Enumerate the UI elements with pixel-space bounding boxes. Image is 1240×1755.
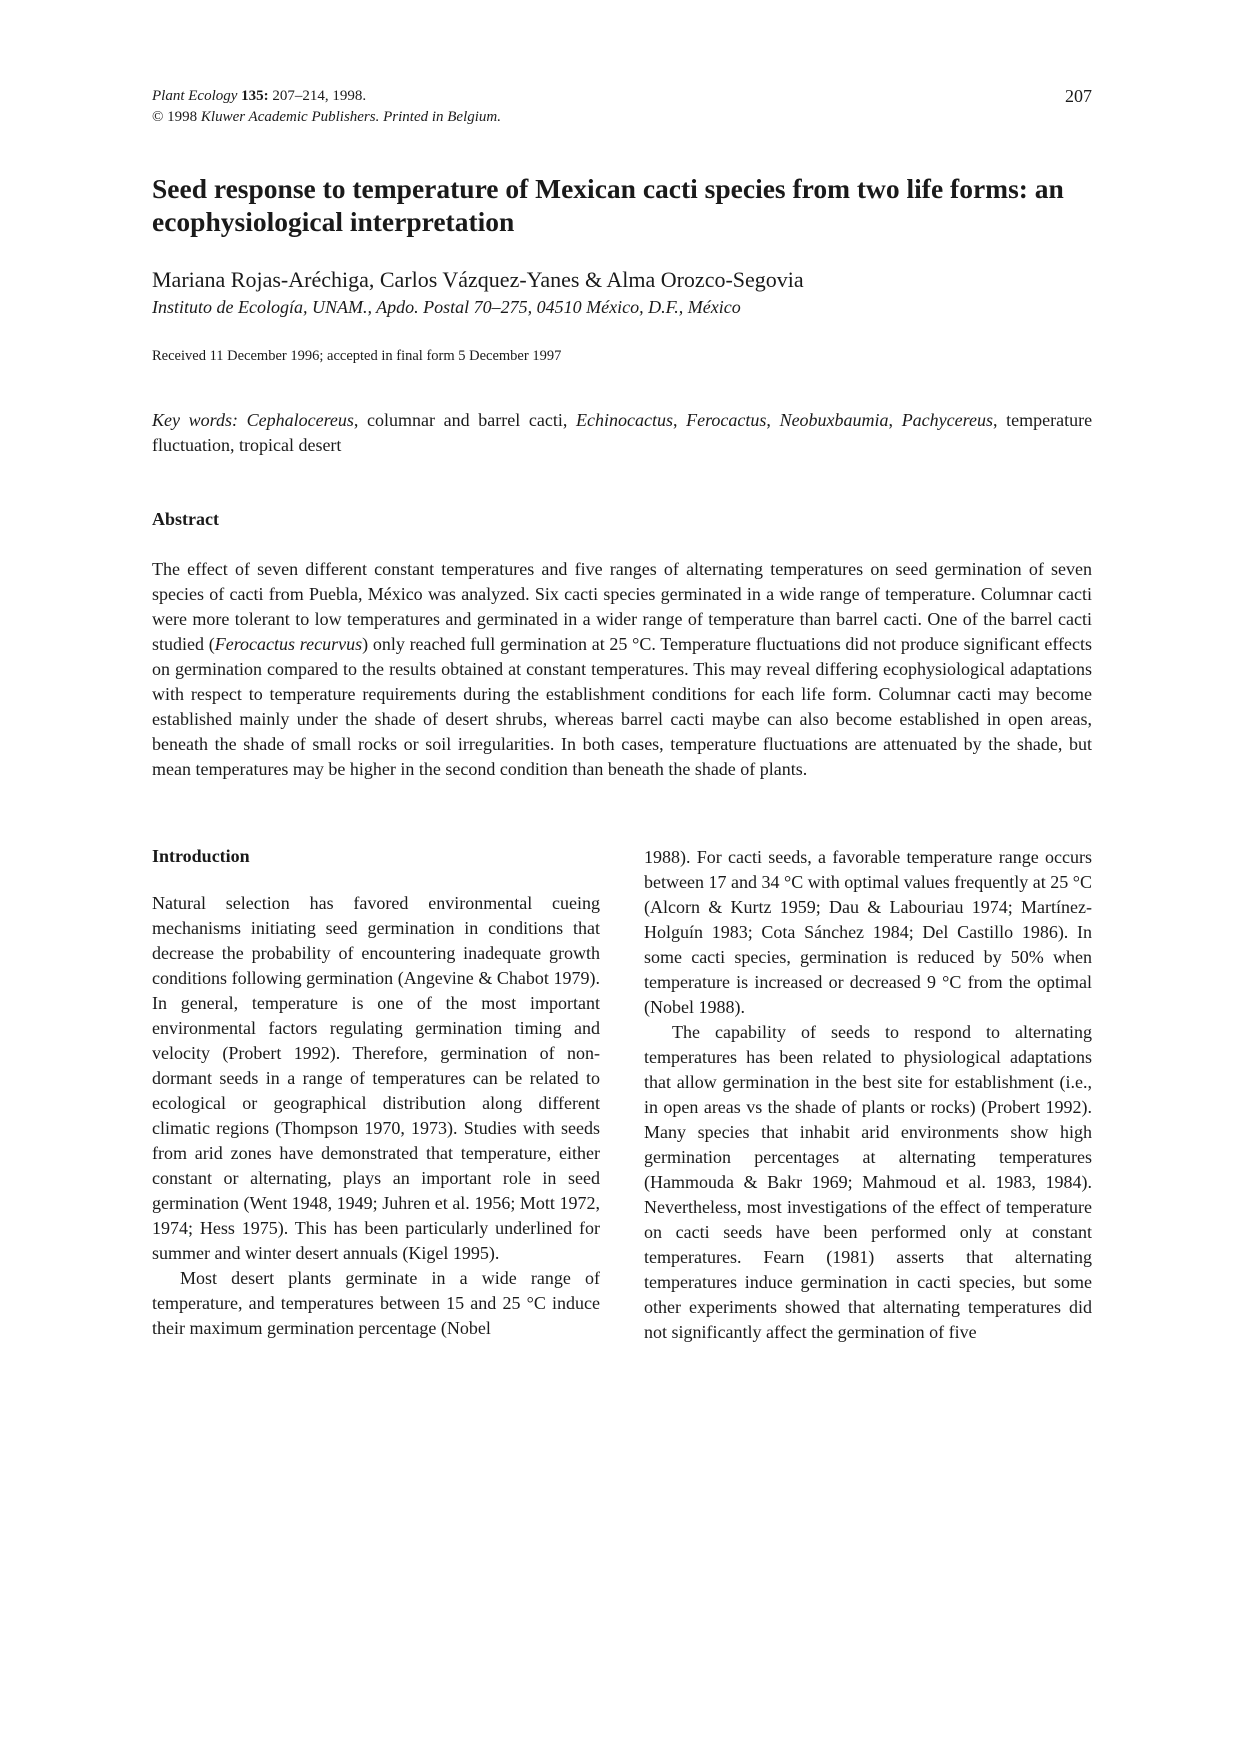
abstract-heading: Abstract <box>152 509 219 529</box>
keyword-genus: Echinocactus <box>575 410 673 430</box>
abstract-body <box>152 557 1092 782</box>
running-header <box>152 86 1092 128</box>
keyword-text: , <box>888 410 902 430</box>
keyword-genus: Pachycereus <box>901 410 993 430</box>
introduction-heading: Introduction <box>152 846 250 866</box>
keyword-text: , temperature fluctuation, tropical desert <box>152 410 1093 455</box>
species-name: Ferocactus recurvus <box>214 634 363 654</box>
keyword-genus: Ferocactus <box>686 410 767 430</box>
keyword-genus: Cephalocereus <box>246 410 354 430</box>
affiliation: Instituto de Ecología, UNAM., Apdo. Postal 70–275, 04510 México, D.F., México <box>152 297 741 317</box>
intro-paragraph: Most desert plants germinate in a wide range of temperature, and temperatures between 15 and 25 °C induce their maximum germination percentage (Nobel <box>152 1268 600 1338</box>
copyright-icon: © <box>152 109 164 125</box>
citation-line <box>152 86 1092 107</box>
journal-name: Plant Ecology <box>152 88 238 104</box>
intro-paragraph-continued: 1988). For cacti seeds, a favorable temperature range occurs between 17 and 34 °C with optimal values frequently at 25 °C (Alcorn & Kurtz 1959; Dau & Labouriau 1974; Martínez-Holguín 1983; Cota Sánchez 1984; Del Castillo 1986). In some cacti species, germination is reduced by 50% when temperature is increased or decreased 9 °C from the optimal (Nobel 1988). <box>644 847 1092 1017</box>
intro-paragraph: Natural selection has favored environmental cueing mechanisms initiating seed germination in conditions that decrease the probability of encountering inadequate growth conditions following germination (Angevine & Chabot 1979). In general, temperature is one of the most important environmental factors regulating germination timing and velocity (Probert 1992). Therefore, germination of non-dormant seeds in a range of temperatures can be related to ecological or geographical distribution along different climatic regions (Thompson 1970, 1973). Studies with seeds from arid zones have demonstrated that temperature, either constant or alternating, plays an important role in seed germination (Went 1948, 1949; Juhren et al. 1956; Mott 1972, 1974; Hess 1975). This has been particularly underlined for summer and winter desert annuals (Kigel 1995). <box>152 893 600 1263</box>
keyword-genus: Neobuxbaumia <box>779 410 889 430</box>
left-column <box>152 845 600 1341</box>
keywords-label: Key words: <box>152 410 238 430</box>
keyword-text: , <box>672 410 687 430</box>
abstract-text: The effect of seven different constant temperatures and five ranges of alternating temperatures on seed germination of seven species of cacti from Puebla, México was analyzed. Six cacti species germinated in a wide range of temperature. Columnar cacti were more tolerant to low temperatures and germinated in a wider range of temperature than barrel cacti. One of the barrel cacti studied ( <box>152 559 1092 654</box>
keyword-text: , columnar and barrel cacti, <box>353 410 576 430</box>
copyright-line <box>152 107 1092 128</box>
received-dates: Received 11 December 1996; accepted in final form 5 December 1997 <box>152 348 562 364</box>
abstract-text: ) only reached full germination at 25 °C. Temperature fluctuations did not produce significant effects on germination compared to the results obtained at constant temperatures. This may reveal differing ecophysiological adaptations with respect to temperature requirements during the establishment conditions for each life form. Columnar cacti may become established mainly under the shade of desert shrubs, whereas barrel cacti maybe can also become established in open areas, beneath the shade of small rocks or soil irregularities. In both cases, temperature fluctuations are attenuated by the shade, but mean temperatures may be higher in the second condition than beneath the shade of plants. <box>152 634 1092 779</box>
author-list: Mariana Rojas-Aréchiga, Carlos Vázquez-Yanes & Alma Orozco-Segovia <box>152 267 804 292</box>
copyright-year: 1998 <box>167 109 198 125</box>
publisher: Kluwer Academic Publishers. Printed in Belgium. <box>200 109 502 125</box>
page-range: 207–214, 1998. <box>272 88 367 104</box>
page-number: 207 <box>1065 86 1092 106</box>
intro-paragraph: The capability of seeds to respond to alternating temperatures has been related to physiological adaptations that allow germination in the best site for establishment (i.e., in open areas vs the shade of plants or rocks) (Probert 1992). Many species that inhabit arid environments show high germination percentages at alternating temperatures (Hammouda & Bakr 1969; Mahmoud et al. 1983, 1984). Nevertheless, most investigations of the effect of temperature on cacti seeds have been performed only at constant temperatures. Fearn (1981) asserts that alternating temperatures induce germination in cacti species, but some other experiments showed that alternating temperatures did not significantly affect the germination of five <box>644 1022 1092 1342</box>
right-column <box>644 845 1092 1345</box>
article-title: Seed response to temperature of Mexican cacti species from two life forms: an ecophysiological interpretation <box>152 173 1064 237</box>
keyword-text: , <box>766 410 780 430</box>
volume-number: 135: <box>241 88 269 104</box>
keywords <box>152 408 1092 458</box>
